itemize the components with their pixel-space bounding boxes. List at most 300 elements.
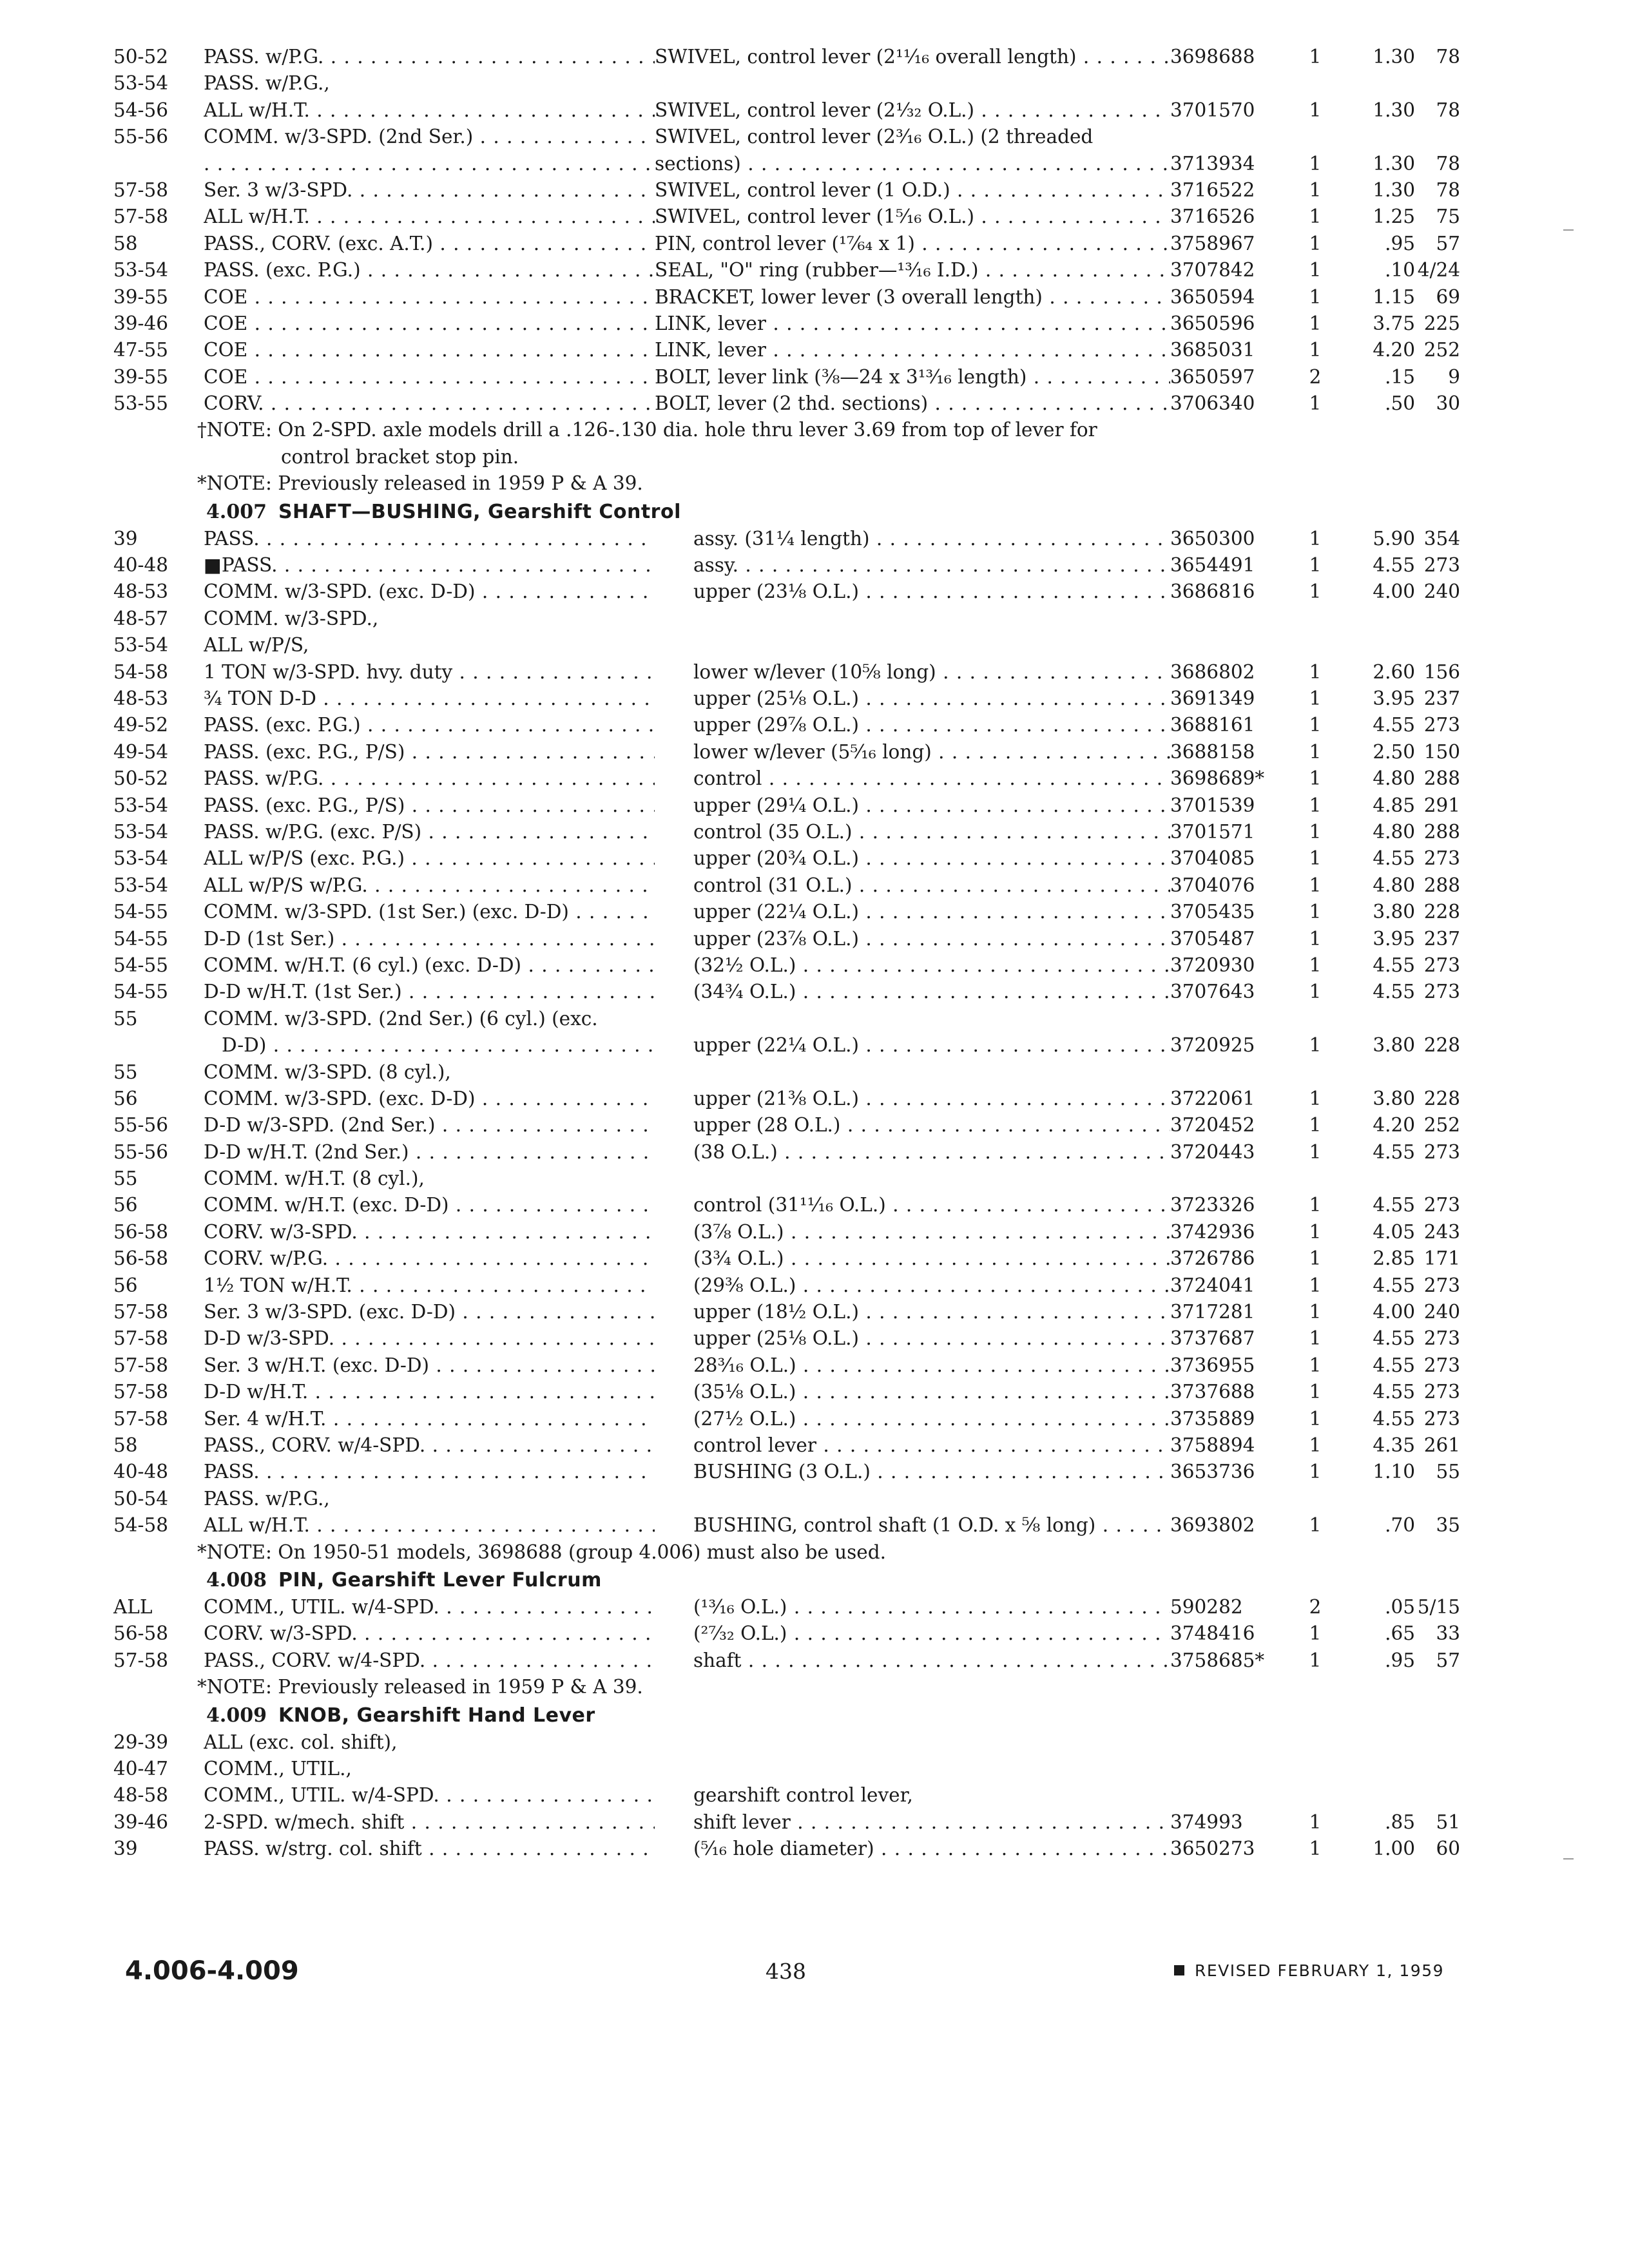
description-cell (655, 204, 1170, 230)
revision-text: REVISED FEBRUARY 1, 1959 (1195, 1961, 1445, 1980)
description-text: sections) . . . (655, 151, 1170, 177)
table-row (113, 1648, 1460, 1674)
year-cell: 55 (113, 1061, 138, 1083)
table-row (113, 1594, 1460, 1620)
model-text: Ser. 3 w/H.T. (exc. D-D) . . . (204, 1352, 655, 1379)
year-cell: 58 (113, 232, 138, 255)
table-row (113, 926, 1460, 952)
model-text: PASS. w/P.G. (exc. P/S) . . . (204, 819, 655, 845)
quantity: 1 (1309, 339, 1322, 361)
model-cell (204, 44, 655, 70)
model-cell (204, 151, 655, 177)
list-value: 261 (1423, 1434, 1460, 1456)
quantity: 1 (1309, 1034, 1322, 1057)
model-cell (204, 552, 655, 579)
description-cell (655, 1620, 1170, 1647)
table-row (113, 151, 1460, 177)
description-text: (3¾ O.L.) . . . (655, 1245, 1170, 1272)
model-cell (204, 311, 655, 337)
part-number: 3720925 (1170, 1034, 1255, 1057)
quantity: 1 (1309, 927, 1322, 950)
table-row (113, 845, 1460, 872)
quantity: 1 (1309, 820, 1322, 843)
list-value: 354 (1423, 527, 1460, 550)
model-text: COE . . . (204, 337, 655, 363)
description-text: shift lever . . . (655, 1809, 1170, 1836)
quantity: 1 (1309, 1434, 1322, 1456)
price: 4.55 (1373, 954, 1415, 976)
table-row (113, 659, 1460, 686)
description-text: 28³⁄₁₆ O.L.) . . . (655, 1352, 1170, 1379)
part-number: 3653736 (1170, 1461, 1255, 1483)
list-value: 288 (1423, 820, 1460, 843)
description-cell (655, 1782, 1170, 1809)
year-cell: 55-56 (113, 1140, 169, 1163)
price: 1.00 (1373, 1838, 1415, 1860)
quantity: 1 (1309, 206, 1322, 228)
table-row (113, 1139, 1460, 1166)
model-text: CORV. w/3-SPD. . . . (204, 1620, 655, 1647)
model-text: COE . . . (204, 311, 655, 337)
model-cell (204, 979, 655, 1005)
description-text: control (31 O.L.) . . . (655, 872, 1170, 899)
year-cell: 39-55 (113, 365, 169, 388)
quantity: 1 (1309, 1194, 1322, 1216)
table-row (113, 579, 1460, 605)
table-row (113, 1620, 1460, 1647)
description-text: LINK, lever . . . (655, 337, 1170, 363)
table-row (113, 1756, 1460, 1782)
description-text: (27½ O.L.) . . . (655, 1406, 1170, 1432)
part-number: 3758685* (1170, 1649, 1265, 1671)
price: .50 (1385, 392, 1415, 415)
model-cell (204, 284, 655, 311)
price: 3.80 (1373, 901, 1415, 923)
model-cell (204, 1112, 655, 1139)
description-cell (655, 44, 1170, 70)
description-cell (655, 1459, 1170, 1485)
list-value: 60 (1436, 1838, 1460, 1860)
table-row (113, 70, 1460, 97)
year-cell: ALL (113, 1595, 153, 1618)
year-cell: 57-58 (113, 1301, 169, 1323)
model-cell (204, 606, 655, 632)
part-number: 3758894 (1170, 1434, 1255, 1456)
model-cell (204, 765, 655, 792)
price: 3.80 (1373, 1034, 1415, 1057)
year-cell: 54-58 (113, 660, 169, 683)
price: 1.30 (1373, 152, 1415, 175)
table-row (113, 311, 1460, 337)
description-text: upper (22¼ O.L.) . . . (655, 899, 1170, 925)
model-text: ALL (exc. col. shift), (204, 1731, 398, 1753)
price: 4.55 (1373, 981, 1415, 1003)
list-value: 288 (1423, 767, 1460, 790)
description-cell (655, 712, 1170, 738)
model-cell (204, 70, 655, 97)
description-cell (655, 899, 1170, 925)
year-cell: 53-54 (113, 820, 169, 843)
list-value: 57 (1436, 1649, 1460, 1671)
year-cell: 50-54 (113, 1487, 169, 1510)
list-value: 78 (1436, 152, 1460, 175)
description-cell (655, 739, 1170, 765)
model-cell (204, 793, 655, 819)
model-cell (204, 659, 655, 686)
description-cell (655, 579, 1170, 605)
part-number: 3698688 (1170, 46, 1255, 68)
description-text: shaft . . . (655, 1648, 1170, 1674)
table-row (113, 177, 1460, 204)
price: 4.55 (1373, 847, 1415, 870)
list-value: 35 (1436, 1514, 1460, 1537)
price: 4.80 (1373, 820, 1415, 843)
description-cell (655, 177, 1170, 204)
model-text: COMM. w/H.T. (6 cyl.) (exc. D-D) . . . (204, 952, 655, 979)
note-line: †NOTE: On 2-SPD. axle models drill a .126-.130 dia. hole thru lever 3.69 from top of lever for (197, 419, 1097, 441)
year-cell: 56 (113, 1087, 138, 1110)
description-cell (655, 151, 1170, 177)
quantity: 1 (1309, 1247, 1322, 1270)
table-row (113, 1086, 1460, 1112)
parts-listing (113, 44, 1460, 1863)
description-text: upper (29⅞ O.L.) . . . (655, 712, 1170, 738)
model-cell (204, 124, 655, 150)
model-text: PASS. w/P.G., (204, 72, 330, 95)
description-text: BOLT, lever link (⅜—24 x 3¹³⁄₁₆ length) . . . (655, 364, 1170, 390)
year-cell: 53-54 (113, 874, 169, 896)
year-cell: 54-55 (113, 927, 169, 950)
table-row (113, 1729, 1460, 1756)
year-cell: 53-54 (113, 634, 169, 657)
description-text: upper (23⅞ O.L.) . . . (655, 926, 1170, 952)
list-value: 78 (1436, 46, 1460, 68)
description-text: BOLT, lever (2 thd. sections) . . . (655, 390, 1170, 417)
description-cell (655, 97, 1170, 124)
list-value: 288 (1423, 874, 1460, 896)
section-heading-4007 (113, 497, 1460, 526)
model-text: CORV. w/3-SPD. . . . (204, 1219, 655, 1245)
description-text: SWIVEL, control lever (1 O.D.) . . . (655, 177, 1170, 204)
description-text: (34¾ O.L.) . . . (655, 979, 1170, 1005)
quantity: 1 (1309, 1514, 1322, 1537)
model-text: PASS. w/P.G. . . . (204, 765, 655, 792)
section-number: 4.009 (206, 1704, 267, 1727)
list-value: 273 (1423, 1194, 1460, 1216)
quantity: 1 (1309, 687, 1322, 710)
section-title: PIN, Gearshift Lever Fulcrum (278, 1568, 602, 1591)
part-number: 3654491 (1170, 554, 1255, 577)
quantity: 1 (1309, 740, 1322, 763)
list-value: 69 (1436, 285, 1460, 308)
table-row (113, 899, 1460, 925)
quantity: 1 (1309, 1301, 1322, 1323)
page-footer (0, 1956, 1629, 1995)
price: 4.00 (1373, 1301, 1415, 1323)
description-text: upper (21⅜ O.L.) . . . (655, 1086, 1170, 1112)
table-row (113, 1245, 1460, 1272)
model-cell (204, 1594, 655, 1620)
model-cell (204, 1782, 655, 1809)
part-number: 3704085 (1170, 847, 1255, 870)
description-cell (655, 659, 1170, 686)
description-text: (32½ O.L.) . . . (655, 952, 1170, 979)
quantity: 1 (1309, 1407, 1322, 1430)
price: 4.80 (1373, 767, 1415, 790)
year-cell: 53-54 (113, 72, 169, 95)
list-value: 5/15 (1417, 1595, 1460, 1618)
model-cell (204, 712, 655, 738)
model-text: COE . . . (204, 284, 655, 311)
quantity: 1 (1309, 1381, 1322, 1403)
description-text: upper (20¾ O.L.) . . . (655, 845, 1170, 872)
year-cell: 39-46 (113, 312, 169, 334)
model-text: PASS. (exc. P.G.) . . . (204, 712, 655, 738)
year-cell: 57-58 (113, 206, 169, 228)
model-text: PASS. . . . (204, 526, 655, 552)
year-cell: 50-52 (113, 767, 169, 790)
description-text: BUSHING (3 O.L.) . . . (655, 1459, 1170, 1485)
part-number: 3650596 (1170, 312, 1255, 334)
price: .85 (1385, 1811, 1415, 1833)
table-row (113, 97, 1460, 124)
description-cell (655, 231, 1170, 257)
table-row (113, 364, 1460, 390)
part-number: 3737688 (1170, 1381, 1255, 1403)
year-cell: 39 (113, 1838, 138, 1860)
model-text: PASS. (exc. P.G., P/S) . . . (204, 793, 655, 819)
model-text: D-D w/H.T. . . . (204, 1379, 655, 1405)
list-value: 225 (1423, 312, 1460, 334)
note-released: *NOTE: Previously released in 1959 P & A 39. (197, 1676, 643, 1698)
description-text: assy. . . . (655, 552, 1170, 579)
price: 1.10 (1373, 1461, 1415, 1483)
description-cell (655, 1006, 1170, 1059)
model-text: COMM. w/3-SPD. (1st Ser.) (exc. D-D) . . . (204, 899, 655, 925)
part-number: 3706340 (1170, 392, 1255, 415)
part-number: 374993 (1170, 1811, 1243, 1833)
model-text: PASS. (exc. P.G.) . . . (204, 257, 655, 284)
model-cell (204, 1809, 655, 1836)
model-text: ALL w/P/S w/P.G. . . . (204, 872, 655, 899)
price: 1.30 (1373, 178, 1415, 201)
list-value: 78 (1436, 178, 1460, 201)
quantity: 2 (1309, 365, 1322, 388)
description-text: (3⅞ O.L.) . . . (655, 1219, 1170, 1245)
year-cell: 40-48 (113, 1461, 169, 1483)
description-text: (38 O.L.) . . . (655, 1139, 1170, 1166)
quantity: 1 (1309, 954, 1322, 976)
price: .95 (1385, 232, 1415, 255)
quantity: 1 (1309, 981, 1322, 1003)
model-cell (204, 1379, 655, 1405)
table-row (113, 1782, 1460, 1809)
quantity: 1 (1309, 1354, 1322, 1376)
year-cell: 40-47 (113, 1757, 169, 1780)
description-text: upper (29¼ O.L.) . . . (655, 793, 1170, 819)
description-cell (655, 390, 1170, 417)
model-text: D-D w/3-SPD. (2nd Ser.) . . . (204, 1112, 655, 1139)
note-line: control bracket stop pin. (281, 445, 519, 468)
quantity: 1 (1309, 1838, 1322, 1860)
model-text: PASS. w/strg. col. shift . . . (204, 1836, 655, 1862)
table-row (113, 1299, 1460, 1325)
quantity: 1 (1309, 874, 1322, 896)
table-row (113, 44, 1460, 70)
model-cell (204, 1086, 655, 1112)
part-number: 3704076 (1170, 874, 1255, 896)
model-cell (204, 926, 655, 952)
table-row (113, 1192, 1460, 1218)
list-value: 273 (1423, 1354, 1460, 1376)
part-number: 3722061 (1170, 1087, 1255, 1110)
table-row (113, 632, 1460, 658)
list-value: 273 (1423, 554, 1460, 577)
part-number: 3707842 (1170, 259, 1255, 282)
list-value: 273 (1423, 1381, 1460, 1403)
list-value: 237 (1423, 927, 1460, 950)
price: 4.55 (1373, 1407, 1415, 1430)
description-cell (655, 1299, 1170, 1325)
model-cell (204, 1648, 655, 1674)
price: 4.55 (1373, 1327, 1415, 1350)
quantity: 1 (1309, 232, 1322, 255)
quantity: 1 (1309, 901, 1322, 923)
part-number: 3713934 (1170, 152, 1255, 175)
model-text: D-D w/3-SPD. . . . (204, 1325, 655, 1352)
part-number: 3650594 (1170, 285, 1255, 308)
price: 4.55 (1373, 1140, 1415, 1163)
year-cell: 48-57 (113, 607, 169, 629)
quantity: 1 (1309, 767, 1322, 790)
price: 4.85 (1373, 794, 1415, 816)
model-text: PASS. w/P.G. . . . (204, 44, 655, 70)
description-cell (655, 1432, 1170, 1459)
model-cell (204, 364, 655, 390)
model-cell (204, 1139, 655, 1166)
model-cell (204, 204, 655, 230)
year-cell: 48-53 (113, 581, 169, 603)
model-text: PASS. (exc. P.G., P/S) . . . (204, 739, 655, 765)
model-text: COE . . . (204, 364, 655, 390)
price: 5.90 (1373, 527, 1415, 550)
list-value: 252 (1423, 339, 1460, 361)
model-cell (204, 686, 655, 712)
table-row (113, 765, 1460, 792)
model-text: COMM., UTIL., (204, 1757, 352, 1780)
section-title: KNOB, Gearshift Hand Lever (278, 1704, 595, 1727)
quantity: 1 (1309, 714, 1322, 736)
quantity: 1 (1309, 1461, 1322, 1483)
quantity: 1 (1309, 46, 1322, 68)
description-text: upper (28 O.L.) . . . (655, 1112, 1170, 1139)
list-value: 243 (1423, 1220, 1460, 1243)
table-row (113, 231, 1460, 257)
list-value: 273 (1423, 847, 1460, 870)
year-cell: 53-55 (113, 392, 169, 415)
quantity: 1 (1309, 1087, 1322, 1110)
quantity: 1 (1309, 1114, 1322, 1137)
table-row (113, 124, 1460, 150)
part-number: 3737687 (1170, 1327, 1255, 1350)
part-number: 3720930 (1170, 954, 1255, 976)
year-cell: 56-58 (113, 1220, 169, 1243)
list-value: 240 (1423, 1301, 1460, 1323)
description-cell (655, 1836, 1170, 1862)
year-cell: 57-58 (113, 178, 169, 201)
model-text: ALL w/H.T. . . . (204, 1512, 655, 1539)
list-value: 273 (1423, 981, 1460, 1003)
list-value: 273 (1423, 714, 1460, 736)
part-number: 3688158 (1170, 740, 1255, 763)
model-cell (204, 526, 655, 552)
part-number: 3686802 (1170, 660, 1255, 683)
quantity: 1 (1309, 259, 1322, 282)
description-cell (655, 1273, 1170, 1299)
description-cell (655, 1112, 1170, 1139)
part-number: 3693802 (1170, 1514, 1255, 1537)
table-row (113, 204, 1460, 230)
description-cell (655, 311, 1170, 337)
part-number: 3650300 (1170, 527, 1255, 550)
price: 4.55 (1373, 1194, 1415, 1216)
year-cell: 54-55 (113, 954, 169, 976)
table-row (113, 1459, 1460, 1485)
model-cell (204, 97, 655, 124)
price: 2.50 (1373, 740, 1415, 763)
price: 4.55 (1373, 1354, 1415, 1376)
model-text: COMM. w/3-SPD., (204, 607, 379, 629)
quantity: 2 (1309, 1595, 1322, 1618)
model-text: COMM., UTIL. w/4-SPD. . . . (204, 1594, 655, 1620)
price: .95 (1385, 1649, 1415, 1671)
table-row (113, 872, 1460, 899)
description-text: (29⅜ O.L.) . . . (655, 1273, 1170, 1299)
table-row (113, 1379, 1460, 1405)
description-cell (655, 1139, 1170, 1166)
list-value: 30 (1436, 392, 1460, 415)
model-text: D-D (1st Ser.) . . . (204, 926, 655, 952)
year-cell: 57-58 (113, 1354, 169, 1376)
list-value: 78 (1436, 99, 1460, 121)
table-row (113, 526, 1460, 552)
description-text: upper (23⅛ O.L.) . . . (655, 579, 1170, 605)
year-cell: 39 (113, 527, 138, 550)
model-cell (204, 1192, 655, 1218)
table-row (113, 1219, 1460, 1245)
table-row (113, 1166, 1460, 1192)
year-cell: 54-56 (113, 99, 169, 121)
section-heading-4008 (113, 1566, 1460, 1594)
model-text: ALL w/H.T. . . . (204, 97, 655, 124)
price: 4.05 (1373, 1220, 1415, 1243)
group-range: 4.006-4.009 (125, 1956, 299, 1986)
year-cell: 55 (113, 1007, 138, 1030)
quantity: 1 (1309, 1811, 1322, 1833)
model-text: PASS., CORV. w/4-SPD. . . . (204, 1648, 655, 1674)
model-text: D-D w/H.T. (2nd Ser.) . . . (204, 1139, 655, 1166)
list-value: 156 (1423, 660, 1460, 683)
quantity: 1 (1309, 1220, 1322, 1243)
knob-group (113, 1729, 1460, 1863)
description-cell (655, 257, 1170, 284)
price: 4.20 (1373, 1114, 1415, 1137)
list-value: 55 (1436, 1461, 1460, 1483)
year-cell: 57-58 (113, 1381, 169, 1403)
list-value: 273 (1423, 954, 1460, 976)
list-value: 273 (1423, 1327, 1460, 1350)
description-text: (35⅛ O.L.) . . . (655, 1379, 1170, 1405)
